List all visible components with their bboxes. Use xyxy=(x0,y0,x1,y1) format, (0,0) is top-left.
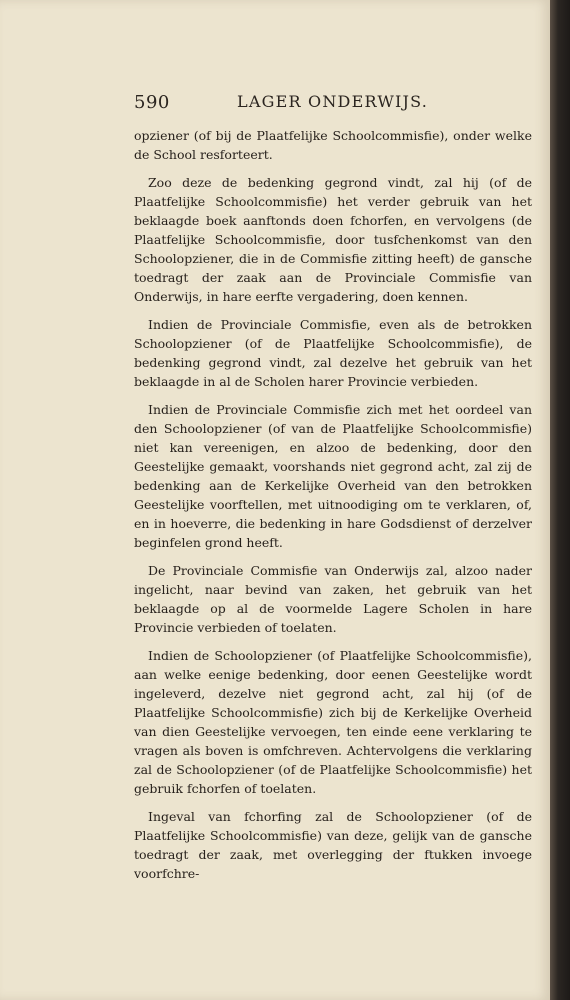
page-header xyxy=(134,90,428,118)
running-title: LAGER ONDERWIJS. xyxy=(237,92,428,111)
body-text xyxy=(134,126,532,892)
paragraph: Indien de Provinciale Commisfie zich met het oordeel van den Schoolopziener (of van de Plaatfelijke Schoolcommisfie) niet kan vereenigen, en alzoo de bedenking, door den Geestelijke gemaakt, voorshands niet gegrond acht, zal zij de bedenking aan de Kerkelijke Overheid van den betrokken Geestelijke voorftellen, met uitnoodiging om te verklaren, of, en in hoeverre, die bedenking in hare Godsdienst of derzelver beginfelen grond heeft. xyxy=(134,402,532,550)
paragraph: De Provinciale Commisfie van Onderwijs zal, alzoo nader ingelicht, naar bevind van zaken, het gebruik van het beklaagde op al de voormelde Lagere Scholen in hare Provincie verbieden of toelaten. xyxy=(134,563,532,635)
paragraph: Ingeval van fchorfing zal de Schoolopziener (of de Plaatfelijke Schoolcommisfie) van deze, gelijk van de gansche toedragt der zaak, met overlegging der ftukken invoege voorfchre- xyxy=(134,809,532,881)
paragraph: Zoo deze de bedenking gegrond vindt, zal hij (of de Plaatfelijke Schoolcommisfie) het verder gebruik van het beklaagde boek aanftonds doen fchorfen, en vervolgens (de Plaatfelijke Schoolcommisfie, door tusfchenkomst van den Schoolopziener, die in de Commisfie zitting heeft) de gansche toedragt der zaak aan de Provinciale Commisfie van Onderwijs, in hare eerfte vergadering, doen kennen. xyxy=(134,175,532,304)
paragraph: Indien de Provinciale Commisfie, even als de betrokken Schoolopziener (of de Plaatfelijke Schoolcommisfie), de bedenking gegrond vindt, zal dezelve het gebruik van het beklaagde in al de Scholen harer Provincie verbieden. xyxy=(134,317,532,389)
paragraph: opziener (of bij de Plaatfelijke Schoolcommisfie), onder welke de School resforteert. xyxy=(134,128,532,162)
book-spine xyxy=(550,0,570,1000)
paragraph: Indien de Schoolopziener (of Plaatfelijke Schoolcommisfie), aan welke eenige bedenking, door eenen Geestelijke wordt ingeleverd, dezelve niet gegrond acht, zal hij (of de Plaatfelijke Schoolcommisfie) zich bij de Kerkelijke Overheid van dien Geestelijke vervoegen, ten einde eene verklaring te vragen als boven is omfchreven. Achtervolgens die verklaring zal de Schoolopziener (of de Plaatfelijke Schoolcommisfie) het gebruik fchorfen of toelaten. xyxy=(134,648,532,796)
page-number: 590 xyxy=(134,92,170,113)
